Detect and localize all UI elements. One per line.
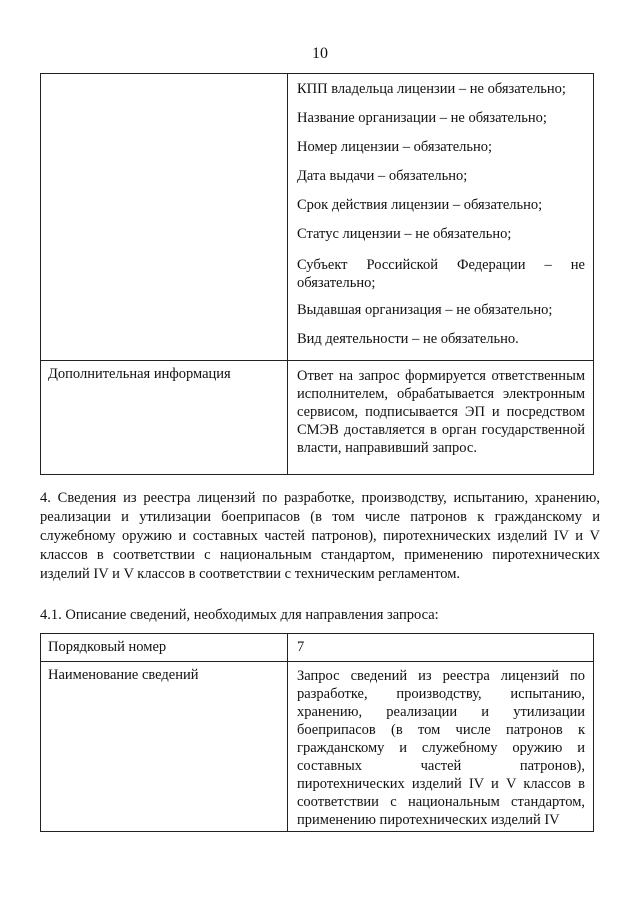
list-item: Выдавшая организация – не обязательно; xyxy=(297,302,553,318)
fields-table xyxy=(40,73,594,475)
table-row xyxy=(41,361,594,475)
list-item: Вид деятельности – не обязательно. xyxy=(297,331,519,347)
table-cell-value xyxy=(288,634,594,662)
request-table xyxy=(40,633,594,832)
table-cell-label xyxy=(41,634,288,662)
row-value: Запрос сведений из реестра лицензий по разработке, производству, испытанию, хранению, реализации и утилизации боеприпасов (в том числе патронов к гражданскому и служебному оружию и составных частей патронов), пиротехнических изделий IV и V классов в соответствии с национальным стандартом, применению пиротехнических изделий IV xyxy=(297,668,585,828)
row-label: Порядковый номер xyxy=(48,639,167,655)
row-label: Дополнительная информация xyxy=(48,366,231,382)
table-cell-value xyxy=(288,74,594,361)
list-item: Дата выдачи – обязательно; xyxy=(297,168,468,184)
list-item: Статус лицензии – не обязательно; xyxy=(297,226,512,242)
table-row xyxy=(41,634,594,662)
row-label xyxy=(41,74,287,84)
section-4-1-heading: 4.1. Описание сведений, необходимых для направления запроса: xyxy=(40,607,439,623)
table-row xyxy=(41,662,594,832)
table-cell-label xyxy=(41,662,288,832)
list-item: КПП владельца лицензии – не обязательно; xyxy=(297,81,566,97)
table-cell-label xyxy=(41,361,288,475)
list-item: Субъект Российской Федерации – не обязательно; xyxy=(297,257,585,291)
section-4-text: 4. Сведения из реестра лицензий по разработке, производству, испытанию, хранению, реализации и утилизации боеприпасов (в том числе патронов к гражданскому и служебному оружию и составных частей патронов), пиротехнических изделий IV и V классов в соответствии с национальным стандартом, применению пиротехнических изделий IV и V классов в соответствии с техническим регламентом. xyxy=(40,490,600,582)
list-item: Номер лицензии – обязательно; xyxy=(297,139,493,155)
table-cell-value xyxy=(288,662,594,832)
table-row xyxy=(41,74,594,361)
list-item: Срок действия лицензии – обязательно; xyxy=(297,197,543,213)
table-cell-value xyxy=(288,361,594,475)
row-label: Наименование сведений xyxy=(48,667,199,683)
row-value: Ответ на запрос формируется ответственным исполнителем, обрабатывается электронным сервисом, подписывается ЭП и посредством СМЭВ доставляется в орган государственной власти, направивший запрос. xyxy=(297,368,585,456)
row-value: 7 xyxy=(297,639,305,655)
table-cell-label xyxy=(41,74,288,361)
page-number: 10 xyxy=(312,45,328,62)
list-item: Название организации – не обязательно; xyxy=(297,110,547,126)
